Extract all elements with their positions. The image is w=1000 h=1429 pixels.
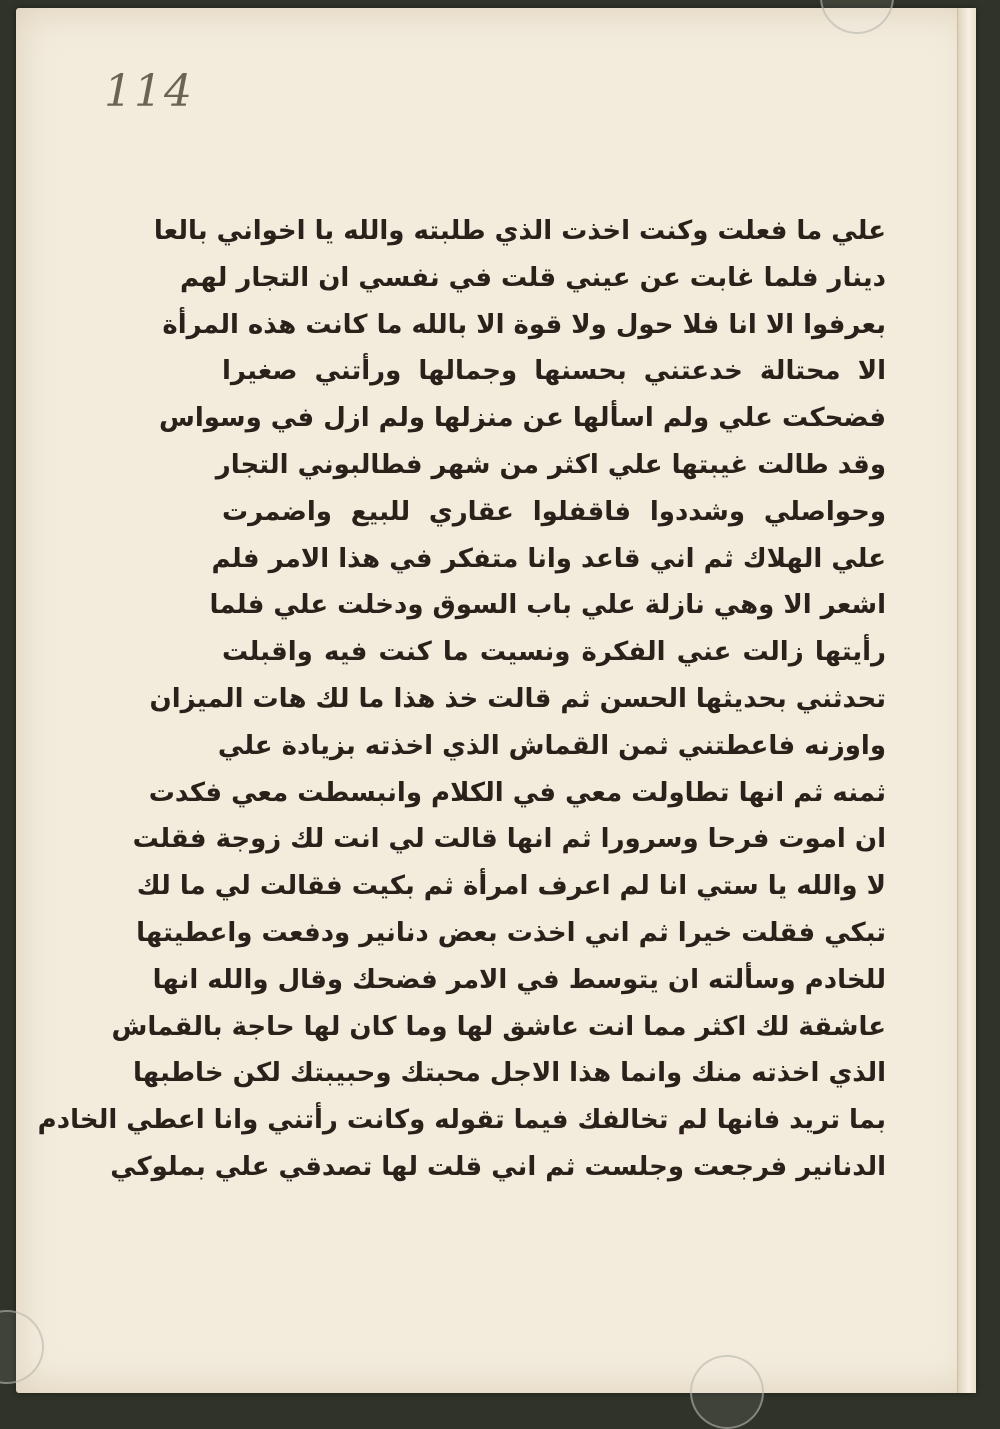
text-line: لا والله يا ستي انا لم اعرف امرأة ثم بكيت فقالت لي ما لك (136, 871, 886, 902)
text-line: دينار فلما غابت عن عيني قلت في نفسي ان التجار لهم (180, 262, 886, 293)
text-line: الا محتالة خدعتني بحسنها وجمالها ورأتني صغيرا (222, 356, 886, 387)
text-line: عاشقة لك اكثر مما انت عاشق لها وما كان لها حاجة بالقماش (111, 1011, 886, 1042)
text-line: علي ما فعلت وكنت اخذت الذي طلبته والله يا اخواني بالعا (153, 216, 886, 246)
page-fold-edge (957, 8, 976, 1393)
text-line: اشعر الا وهي نازلة علي باب السوق ودخلت علي فلما (209, 590, 886, 621)
text-line: بما تريد فانها لم تخالفك فيما تقوله وكانت رأتني وانا اعطي الخادم (37, 1105, 886, 1136)
page-clip-mark (690, 1355, 764, 1429)
text-line: ان اموت فرحا وسرورا ثم انها قالت لي انت لك زوجة فقلت (132, 824, 886, 855)
text-line: وحواصلي وشددوا فاقفلوا عقاري للبيع واضمرت (222, 496, 886, 527)
manuscript-text-block (37, 208, 886, 1191)
text-line: ثمنه ثم انها تطاولت معي في الكلام وانبسطت معي فكدت (148, 777, 886, 808)
text-line: بعرفوا الا انا فلا حول ولا قوة الا بالله ما كانت هذه المرأة (162, 309, 886, 340)
text-line: تحدثني بحديثها الحسن ثم قالت خذ هذا ما لك هات الميزان (149, 683, 886, 714)
text-line: فضحكت علي ولم اسألها عن منزلها ولم ازل في وسواس (158, 403, 886, 434)
text-line: رأيتها زالت عني الفكرة ونسيت ما كنت فيه واقبلت (222, 637, 886, 668)
text-line: تبكي فقلت خيرا ثم اني اخذت بعض دنانير ودفعت واعطيتها (136, 917, 886, 948)
text-line: علي الهلاك ثم اني قاعد وانا متفكر في هذا الامر فلم (211, 543, 886, 574)
folio-number: 114 (104, 66, 194, 117)
text-line: للخادم وسألته ان يتوسط في الامر فضحك وقال والله انها (152, 964, 886, 995)
text-line: الذي اخذته منك وانما هذا الاجل محبتك وحبيبتك لكن خاطبها (133, 1058, 886, 1089)
text-line: وقد طالت غيبتها علي اكثر من شهر فطالبوني التجار (215, 449, 886, 480)
text-line: واوزنه فاعطتني ثمن القماش الذي اخذته بزيادة علي (217, 730, 886, 761)
text-line: الدنانير فرجعت وجلست ثم اني قلت لها تصدقي علي بملوكي (110, 1151, 886, 1182)
manuscript-page (16, 8, 976, 1393)
